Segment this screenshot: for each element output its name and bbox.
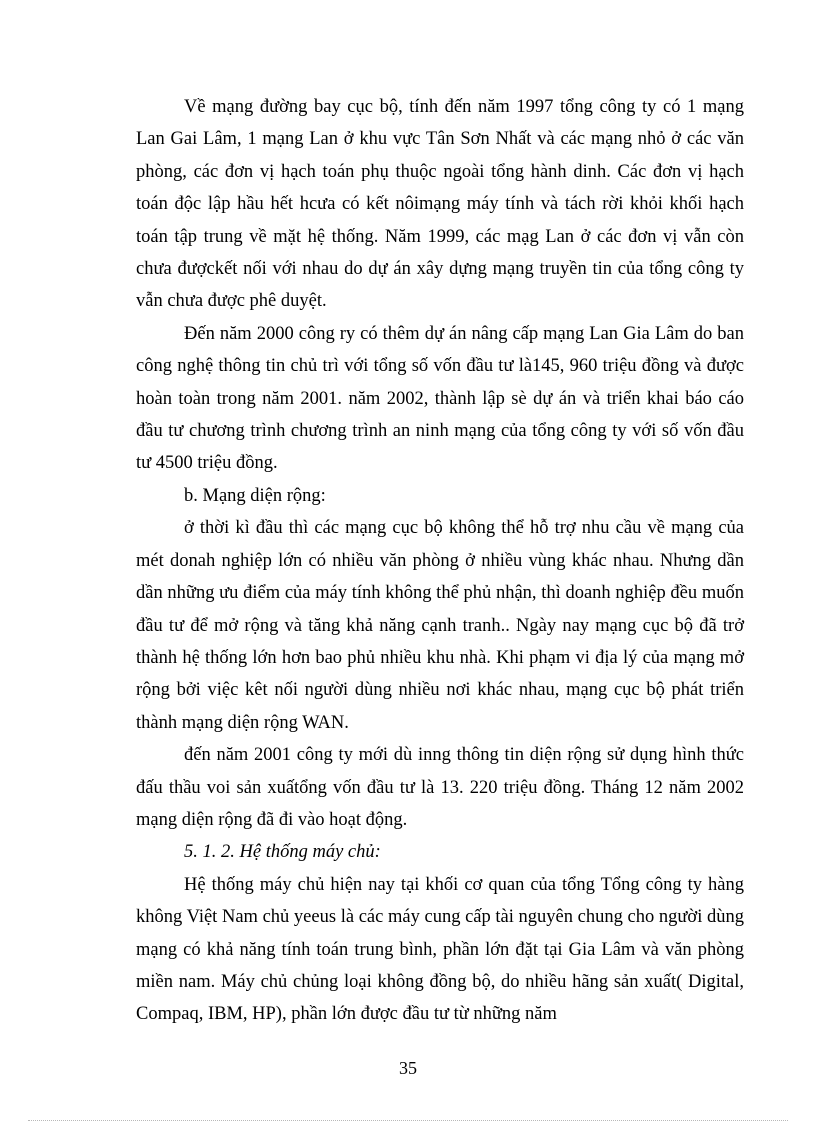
section-heading-server-system: 5. 1. 2. Hệ thống máy chủ: — [184, 842, 381, 863]
paragraph-server-system: Hệ thống máy chủ hiện nay tại khối cơ quan của tổng Tổng công ty hàng không Việt Nam chủ yeeus là các máy cung cấp tài nguyên chung cho người dùng mạng có khả năng tính toán trung bình, phần lớn đặt tại Gia Lâm và văn phòng miền nam. Máy chủ chủng loại không đồng bộ, do nhiều hãng sản xuất( Digital, Compaq, IBM, HP), phần lớn được đầu tư từ những năm — [136, 874, 744, 1025]
footer-divider — [28, 1120, 788, 1121]
paragraph-local-network: Về mạng đường bay cục bộ, tính đến năm 1997 tổng công ty có 1 mạng Lan Gai Lâm, 1 mạng Lan ở khu vực Tân Sơn Nhất và các mạng nhỏ ở các văn phòng, các đơn vị hạch toán phụ thuộc ngoài tổng hành dinh. Các đơn vị hạch toán độc lập hầu hết hcưa có kết nôimạng máy tính và tách rời khỏi khối hạch toán tập trung về mặt hệ thống. Năm 1999, các mạg Lan ở các đơn vị vẫn còn chưa đượckết nối với nhau do dự án xây dựng mạng truyền tin của tổng công ty vẫn chưa được phê duyệt. — [136, 97, 744, 312]
body-text — [136, 91, 744, 1031]
paragraph-wan-intro: ở thời kì đầu thì các mạng cục bộ không thể hỗ trợ nhu cầu về mạng của mét donah nghiệp lớn có nhiều văn phòng ở nhiều vùng khác nhau. Nhưng dần dần những ưu điểm của máy tính không thể phủ nhận, thì doanh nghiệp đều muốn đầu tư để mở rộng và tăng khả năng cạnh tranh.. Ngày nay mạng cục bộ đã trở thành hệ thống lớn hơn bao phủ nhiều khu nhà. Khi phạm vi địa lý của mạng mở rộng bởi việc kêt nối người dùng nhiều nơi khác nhau, mạng cục bộ phát triển thành mạng diện rộng WAN. — [136, 518, 744, 733]
page-number: 35 — [399, 1058, 417, 1078]
paragraph-wan-2001: đến năm 2001 công ty mới dù inng thông tin diện rộng sử dụng hình thức đấu thầu voi sản xuấtổng vốn đầu tư là 13. 220 triệu đồng. Tháng 12 năm 2002 mạng diện rộng đã đi vào hoạt động. — [136, 745, 744, 830]
subheading-wide-area-network: b. Mạng diện rộng: — [184, 485, 326, 506]
paragraph-lan-upgrade: Đến năm 2000 công ry có thêm dự án nâng cấp mạng Lan Gia Lâm do ban công nghệ thông tin chủ trì với tổng số vốn đầu tư là145, 960 triệu đồng và được hoàn toàn trong năm 2001. năm 2002, thành lập sè dự án và triển khai báo cáo đầu tư chương trình chương trình an ninh mạng của tổng công ty với số vốn đầu tư 4500 triệu đồng. — [136, 323, 744, 474]
